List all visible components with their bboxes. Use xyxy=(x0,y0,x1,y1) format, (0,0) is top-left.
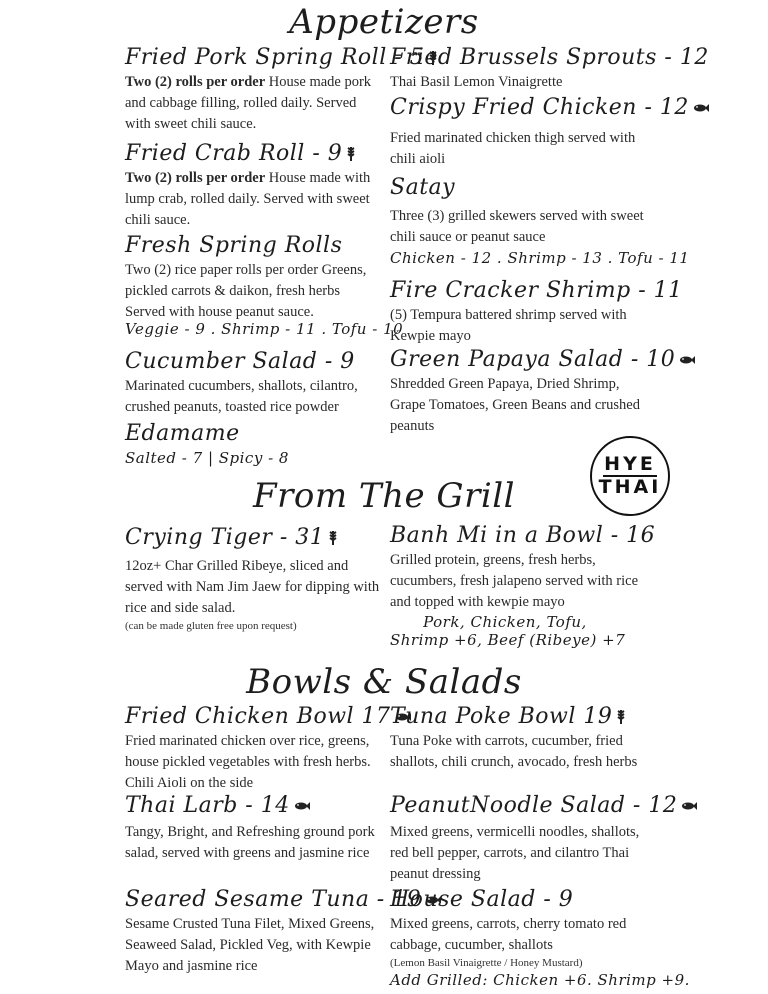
menu-item-fire-cracker-shrimp xyxy=(390,277,683,347)
item-title: Fire Cracker Shrimp - 11 xyxy=(390,278,683,303)
item-prices: Salted - 7 | Spicy - 8 xyxy=(125,449,289,467)
item-title: Banh Mi in a Bowl - 16 xyxy=(390,523,656,548)
grill-heading: From The Grill xyxy=(253,476,515,516)
menu-item-crispy-fried-chicken xyxy=(390,94,689,170)
fish-sauce-icon xyxy=(693,103,709,113)
menu-item-cucumber-salad xyxy=(125,348,383,418)
menu-item-thai-larb xyxy=(125,792,383,864)
menu-item-peanut-noodle-salad xyxy=(390,792,678,885)
item-title: Crying Tiger - 31 xyxy=(125,525,325,550)
menu-item-seared-sesame-tuna xyxy=(125,886,422,977)
item-addon: Add Grilled: Chicken +6. Shrimp +9. xyxy=(390,971,690,989)
menu-item-fresh-spring-rolls xyxy=(125,232,404,339)
menu-item-pork-spring-roll: Fried Pork Spring Roll - 5 Two (2) rolls per order House made pork and cabbage filling, rolled daily. Served with sweet chili sauce. xyxy=(125,44,383,135)
item-description: 12oz+ Char Grilled Ribeye, sliced and served with Nam Jim Jaew for dipping with rice and side salad. xyxy=(125,558,380,616)
item-description: Three (3) grilled skewers served with sweet chili sauce or peanut sauce xyxy=(390,208,644,245)
menu-item-crying-tiger xyxy=(125,524,383,633)
menu-item-satay xyxy=(390,174,690,268)
hye-thai-logo: HYE THAI xyxy=(590,436,670,516)
menu-item-fried-chicken-bowl xyxy=(125,703,391,794)
item-title: Satay xyxy=(390,175,456,200)
item-title: PeanutNoodle Salad - 12 xyxy=(390,793,678,818)
gluten-free-wheat-icon xyxy=(346,146,356,162)
item-description: Shredded Green Papaya, Dried Shrimp, Grape Tomatoes, Green Beans and crushed peanuts xyxy=(390,376,640,434)
item-description: Two (2) rice paper rolls per order Greens, pickled carrots & daikon, fresh herbs Served with house peanut sauce. xyxy=(125,262,367,320)
gluten-free-wheat-icon xyxy=(616,709,626,725)
item-title: House Salad - 9 xyxy=(390,887,574,912)
menu-item-banh-mi-bowl xyxy=(390,522,656,649)
item-title: Fresh Spring Rolls xyxy=(125,233,343,258)
item-description: Tuna Poke with carrots, cucumber, fried shallots, chili crunch, avocado, fresh herbs xyxy=(390,733,638,770)
item-title: Tuna Poke Bowl 19 xyxy=(390,704,613,729)
item-title: Cucumber Salad - 9 xyxy=(125,349,355,374)
item-description: Fried marinated chicken over rice, greens, house pickled vegetables with fresh herbs. Chili Aioli on the side xyxy=(125,733,371,791)
bowls-heading: Bowls & Salads xyxy=(246,662,522,702)
item-title: Edamame xyxy=(125,421,240,446)
item-title: Crispy Fried Chicken - 12 xyxy=(390,95,689,120)
item-title: Fried Crab Roll - 9 xyxy=(125,141,343,166)
menu-item-brussels-sprouts xyxy=(390,44,709,93)
menu-item-house-salad xyxy=(390,886,690,990)
item-prices: Chicken - 12 . Shrimp - 13 . Tofu - 11 xyxy=(390,249,690,267)
item-description: Mixed greens, carrots, cherry tomato red cabbage, cucumber, shallots xyxy=(390,916,627,953)
item-title: Fried Pork Spring Roll - 5 xyxy=(125,45,425,70)
item-description: (5) Tempura battered shrimp served with Kewpie mayo xyxy=(390,307,627,344)
item-prices: Veggie - 9 . Shrimp - 11 . Tofu - 10 xyxy=(125,320,404,338)
item-title: Green Papaya Salad - 10 xyxy=(390,347,676,372)
item-description: Sesame Crusted Tuna Filet, Mixed Greens, Seaweed Salad, Pickled Veg, with Kewpie Mayo and jasmine rice xyxy=(125,916,375,974)
item-title: Seared Sesame Tuna - 19 xyxy=(125,887,422,912)
fish-sauce-icon xyxy=(294,801,310,811)
menu-item-tuna-poke-bowl xyxy=(390,703,648,773)
item-description: Fried marinated chicken thigh served with chili aioli xyxy=(390,130,636,167)
item-options-2: Shrimp +6, Beef (Ribeye) +7 xyxy=(390,631,626,649)
item-options-1: Pork, Chicken, Tofu, xyxy=(423,613,587,631)
item-description: Thai Basil Lemon Vinaigrette xyxy=(390,74,563,90)
appetizers-heading: Appetizers xyxy=(289,2,479,42)
fish-sauce-icon xyxy=(679,355,695,365)
menu-item-edamame xyxy=(125,420,383,468)
item-note: (Lemon Basil Vinaigrette / Honey Mustard) xyxy=(390,957,583,969)
item-title: Fried Brussels Sprouts - 12 xyxy=(390,45,709,70)
item-description: Mixed greens, vermicelli noodles, shallots, red bell pepper, carrots, and cilantro Thai peanut dressing xyxy=(390,824,640,882)
item-title: Fried Chicken Bowl 17 xyxy=(125,704,391,729)
menu-item-crab-roll: Fried Crab Roll - 9 Two (2) rolls per order House made with lump crab, rolled daily. Served with sweet chili sauce. xyxy=(125,141,371,228)
item-note: (can be made gluten free upon request) xyxy=(125,620,297,632)
item-description: Grilled protein, greens, fresh herbs, cucumbers, fresh jalapeno served with rice and topped with kewpie mayo xyxy=(390,552,639,610)
item-description: Tangy, Bright, and Refreshing ground pork salad, served with greens and jasmine rice xyxy=(125,824,375,861)
gluten-free-wheat-icon xyxy=(328,530,338,546)
item-title: Thai Larb - 14 xyxy=(125,793,290,818)
menu-item-green-papaya-salad xyxy=(390,346,676,437)
fish-sauce-icon xyxy=(681,801,697,811)
item-description: Marinated cucumbers, shallots, cilantro, crushed peanuts, toasted rice powder xyxy=(125,378,358,415)
